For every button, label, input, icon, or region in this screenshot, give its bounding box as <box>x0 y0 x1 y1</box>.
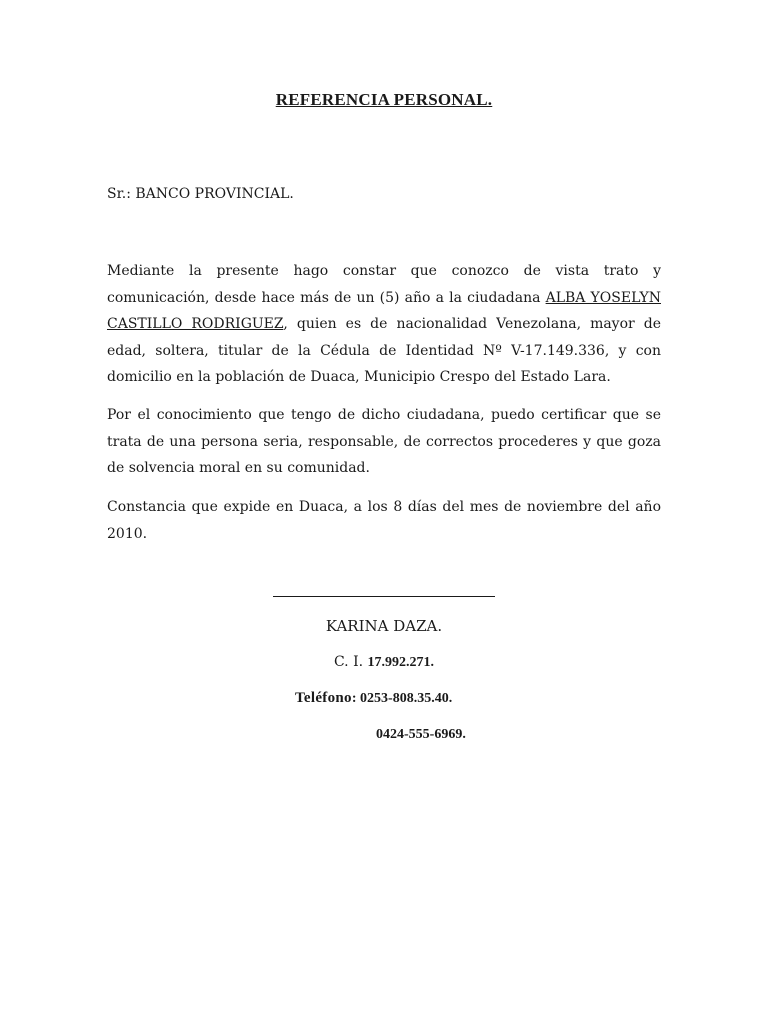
document-title: REFERENCIA PERSONAL. <box>275 90 493 109</box>
paragraph-certification: Por el conocimiento que tengo de dicho ciudadana, puedo certificar que se trata de una persona seria, responsable, de correctos procederes y que goza de solvencia moral en su comunidad. <box>107 407 661 477</box>
paragraph-declaration-intro: Mediante la presente hago constar que conozco de vista trato y comunicación, desde hace más de un (5) año a la ciudadana <box>107 263 661 306</box>
phone-number-2: 0424-555-6969. <box>376 727 466 742</box>
phone-separator: : <box>351 691 361 706</box>
citizen-name: ALBA YOSELYN CASTILLO RODRIGUEZ <box>107 289 661 333</box>
signer-id-number: 17.992.271. <box>367 655 435 670</box>
signer-id <box>0 654 768 671</box>
paragraph-declaration-details: , quien es de nacionalidad Venezolana, mayor de edad, soltera, titular de la Cédula de Identidad Nº V-17.149.336, y con domicilio en la población de Duaca, Municipio Crespo del Estado Lara. <box>107 316 661 386</box>
signer-id-label: C. I. <box>333 654 368 670</box>
phone-number-1: 0253-808.35.40. <box>360 691 453 706</box>
paragraph-issuance: Constancia que expide en Duaca, a los 8 días del mes de noviembre del año 2010. <box>107 499 661 542</box>
signature-line <box>273 596 495 597</box>
signer-name: KARINA DAZA. <box>325 617 443 635</box>
signer-phone <box>295 690 452 707</box>
phone-label: Teléfono <box>295 690 352 706</box>
recipient-line: Sr.: BANCO PROVINCIAL. <box>107 186 294 202</box>
paragraph-declaration <box>107 258 661 391</box>
